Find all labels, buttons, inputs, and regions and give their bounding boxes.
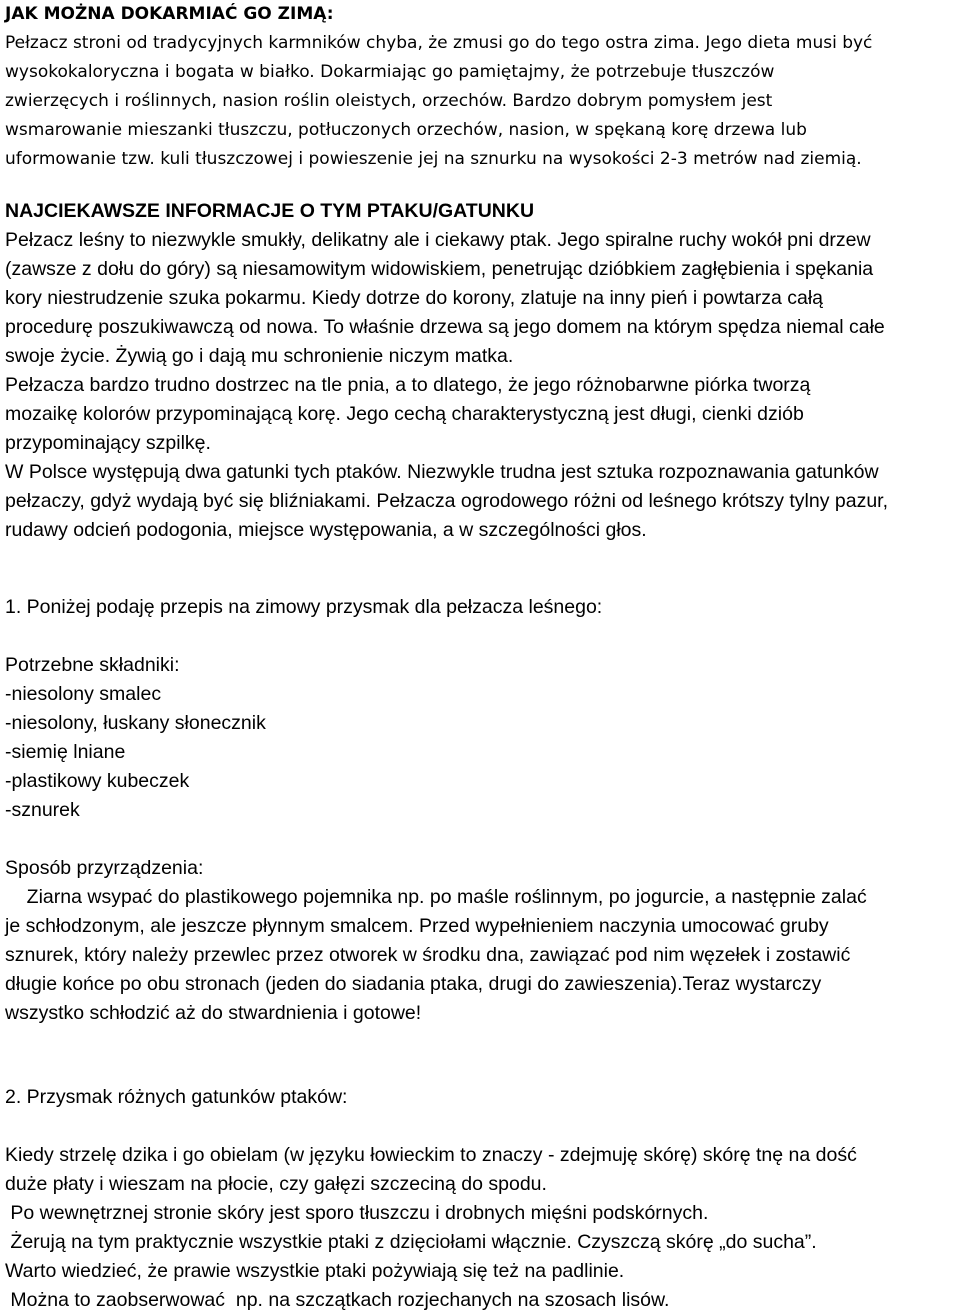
paragraph-line: (zawsze z dołu do góry) są niesamowitym widowiskiem, penetrując dzióbkiem zagłębienia i spękania (5, 258, 874, 280)
paragraph-line: procedurę poszukiwawczą od nowa. To właśnie drzewa są jego domem na którym spędza niemal całe (5, 316, 885, 338)
spacer (5, 174, 957, 197)
recipe-2-section (5, 1083, 957, 1315)
recipe-1-title: 1. Poniżej podaję przepis na zimowy przysmak dla pełzacza leśnego: (5, 596, 603, 618)
paragraph-line: wysokokaloryczna i bogata w białko. Dokarmiając go pamiętajmy, że potrzebuje tłuszczów (5, 62, 775, 82)
recipe-1-section (5, 593, 957, 1028)
paragraph-line: Pełzacz stroni od tradycyjnych karmników chyba, że zmusi go do tego ostra zima. Jego dieta musi być (5, 33, 873, 53)
ingredient-item: -sznurek (5, 799, 80, 821)
paragraph-line: pełzaczy, gdyż wydają być się bliźniakami. Pełzacza ogrodowego różni od leśnego krótszy tylny pazur, (5, 490, 888, 512)
paragraph-line: duże płaty i wieszam na płocie, czy gałęzi szczeciną do spodu. (5, 1173, 547, 1195)
paragraph-line: Pełzacz leśny to niezwykle smukły, delikatny ale i ciekawy ptak. Jego spiralne ruchy wokół pni drzew (5, 229, 871, 251)
recipe-2-title: 2. Przysmak różnych gatunków ptaków: (5, 1086, 348, 1108)
paragraph-line: zwierzęcych i roślinnych, nasion roślin oleistych, orzechów. Bardzo dobrym pomysłem jest (5, 91, 773, 111)
winter-feeding-section (5, 0, 957, 174)
method-line: Ziarna wsypać do plastikowego pojemnika np. po maśle roślinnym, po jogurcie, a następnie zalać (5, 886, 867, 908)
paragraph-line: kory niestrudzenie szuka pokarmu. Kiedy dotrze do korony, zlatuje na inny pień i powtarza całą (5, 287, 823, 309)
paragraph-line: wsmarowanie mieszanki tłuszczu, potłuczonych orzechów, nasion, w spękaną korę drzewa lub (5, 120, 807, 140)
method-heading: Sposób przyrządzenia: (5, 857, 204, 879)
method-line: je schłodzonym, ale jeszcze płynnym smalcem. Przed wypełnieniem naczynia umocować gruby (5, 915, 829, 937)
bird-info-section (5, 174, 957, 1315)
spacer (5, 825, 957, 854)
spacer (5, 1028, 957, 1083)
paragraph-line: mozaikę kolorów przypominającą korę. Jego cechą charakterystyczną jest długi, cienki dziób (5, 403, 804, 425)
paragraph-line: przypominający szpilkę. (5, 432, 211, 454)
spacer (5, 1112, 957, 1141)
method-line: wszystko schłodzić aż do stwardnienia i gotowe! (5, 1002, 422, 1024)
paragraph-line: Żerują na tym praktycznie wszystkie ptaki z dzięciołami włącznie. Czyszczą skórę „do sucha”. (5, 1231, 817, 1253)
paragraph-line: Kiedy strzelę dzika i go obielam (w języku łowieckim to znaczy - zdejmuję skórę) skórę tnę na dość (5, 1144, 857, 1166)
ingredient-item: -niesolony smalec (5, 683, 162, 705)
ingredient-item: -plastikowy kubeczek (5, 770, 190, 792)
ingredients-heading: Potrzebne składniki: (5, 654, 180, 676)
paragraph-line: W Polsce występują dwa gatunki tych ptaków. Niezwykle trudna jest sztuka rozpoznawania gatunków (5, 461, 879, 483)
paragraph-line: swoje życie. Żywią go i dają mu schronienie niczym matka. (5, 345, 514, 367)
document-page (5, 0, 957, 1315)
paragraph-line: Po wewnętrznej stronie skóry jest sporo tłuszczu i drobnych mięśni podskórnych. (5, 1202, 709, 1224)
method-line: sznurek, który należy przewlec przez otworek w środku dna, zawiązać pod nim węzełek i zostawić (5, 944, 851, 966)
bird-info-heading: NAJCIEKAWSZE INFORMACJE O TYM PTAKU/GATUNKU (5, 200, 535, 222)
method-line: długie końce po obu stronach (jeden do siadania ptaka, drugi do zawieszenia).Teraz wystarczy (5, 973, 822, 995)
paragraph-line: uformowanie tzw. kuli tłuszczowej i powieszenie jej na sznurku na wysokości 2-3 metrów nad ziemią. (5, 149, 862, 169)
ingredient-item: -niesolony, łuskany słonecznik (5, 712, 266, 734)
spacer (5, 545, 957, 593)
paragraph-line: Można to zaobserwować np. na szczątkach rozjechanych na szosach lisów. (5, 1289, 670, 1311)
paragraph-line: rudawy odcień podogonia, miejsce występowania, a w szczególności głos. (5, 519, 647, 541)
spacer (5, 622, 957, 651)
paragraph-line: Pełzacza bardzo trudno dostrzec na tle pnia, a to dlatego, że jego różnobarwne piórka tworzą (5, 374, 811, 396)
ingredient-item: -siemię lniane (5, 741, 126, 763)
winter-feeding-heading: JAK MOŻNA DOKARMIAĆ GO ZIMĄ: (5, 4, 334, 24)
paragraph-line: Warto wiedzieć, że prawie wszystkie ptaki pożywiają się też na padlinie. (5, 1260, 625, 1282)
